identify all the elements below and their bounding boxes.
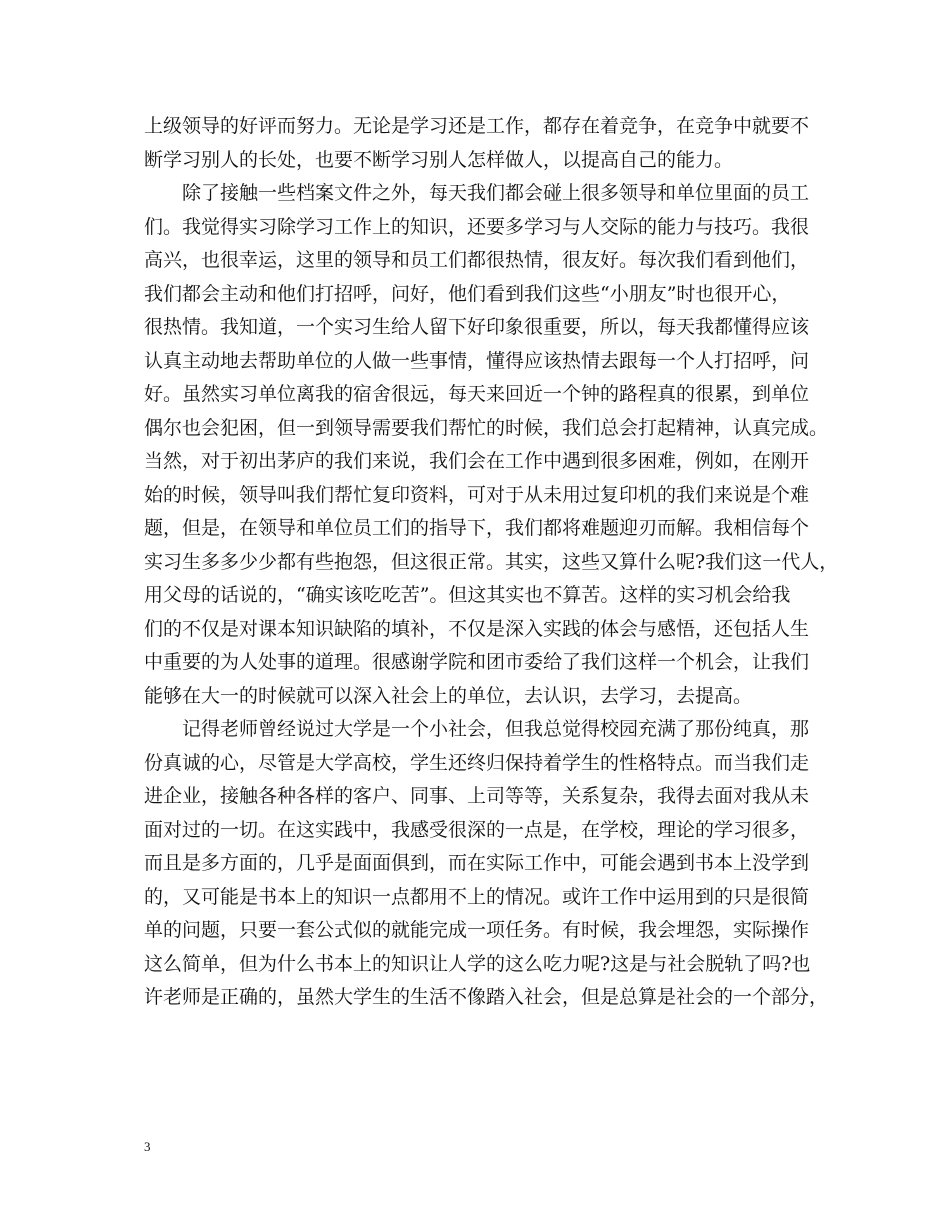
text-line: 记得老师曾经说过大学是一个小社会，但我总觉得校园充满了那份纯真，那 <box>144 718 810 740</box>
text-line: 断学习别人的长处，也要不断学习别人怎样做人，以提高自己的能力。 <box>144 148 734 171</box>
text-line: 很热情。我知道，一个实习生给人留下好印象很重要，所以，每天我都懂得应该 <box>144 316 810 338</box>
text-line: 这么简单，但为什么书本上的知识让人学的这么吃力呢?这是与社会脱轨了吗?也 <box>144 952 811 975</box>
text-line: 能够在大一的时候就可以深入社会上的单位，去认识，去学习，去提高。 <box>144 684 753 707</box>
text-line: 面对过的一切。在这实践中，我感受很深的一点是，在学校，理论的学习很多， <box>144 818 810 841</box>
text-line: 实习生多多少少都有些抱怨，但这很正常。其实，这些又算什么呢?我们这一代人， <box>144 550 839 573</box>
text-line: 而且是多方面的，几乎是面面俱到，而在实际工作中，可能会遇到书本上没学到 <box>144 852 810 874</box>
text-line: 单的问题，只要一套公式似的就能完成一项任务。有时候，我会埋怨，实际操作 <box>144 919 810 941</box>
text-line: 上级领导的好评而努力。无论是学习还是工作，都存在着竞争，在竞争中就要不 <box>144 115 810 137</box>
text-line: 题，但是，在领导和单位员工们的指导下，我们都将难题迎刃而解。我相信每个 <box>144 517 810 539</box>
body-text <box>144 110 839 1015</box>
text-line: 偶尔也会犯困，但一到领导需要我们帮忙的时候，我们总会打起精神，认真完成。 <box>144 416 829 439</box>
text-line: 的，又可能是书本上的知识一点都用不上的情况。或许工作中运用到的只是很简 <box>144 885 810 908</box>
text-line: 我们都会主动和他们打招呼，问好，他们看到我们这些“小朋友”时也很开心， <box>144 282 791 305</box>
text-line: 们。我觉得实习除学习工作上的知识，还要多学习与人交际的能力与技巧。我很 <box>144 215 810 238</box>
text-line: 认真主动地去帮助单位的人做一些事情，懂得应该热情去跟每一个人打招呼，问 <box>144 349 810 372</box>
text-line: 份真诚的心，尽管是大学高校，学生还终归保持着学生的性格特点。而当我们走 <box>144 751 810 774</box>
text-line: 始的时候，领导叫我们帮忙复印资料，可对于从未用过复印机的我们来说是个难 <box>144 483 810 506</box>
page-number: 3 <box>144 1139 151 1154</box>
text-line: 许老师是正确的，虽然大学生的生活不像踏入社会，但是总算是社会的一个部分， <box>144 986 829 1008</box>
text-line: 中重要的为人处事的道理。很感谢学院和团市委给了我们这样一个机会，让我们 <box>144 651 810 673</box>
text-line: 当然，对于初出茅庐的我们来说，我们会在工作中遇到很多困难，例如，在刚开 <box>144 450 810 472</box>
text-line: 用父母的话说的，“确实该吃吃苦”。但这其实也不算苦。这样的实习机会给我 <box>144 584 791 606</box>
text-line: 除了接触一些档案文件之外，每天我们都会碰上很多领导和单位里面的员工 <box>144 182 810 204</box>
text-line: 进企业，接触各种各样的客户、同事、上司等等，关系复杂，我得去面对我从未 <box>144 785 810 807</box>
text-line: 们的不仅是对课本知识缺陷的填补，不仅是深入实践的体会与感悟，还包括人生 <box>144 617 810 640</box>
text-line: 好。虽然实习单位离我的宿舍很远，每天来回近一个钟的路程真的很累，到单位 <box>144 383 810 405</box>
text-line: 高兴，也很幸运，这里的领导和员工们都很热情，很友好。每次我们看到他们， <box>144 249 810 271</box>
